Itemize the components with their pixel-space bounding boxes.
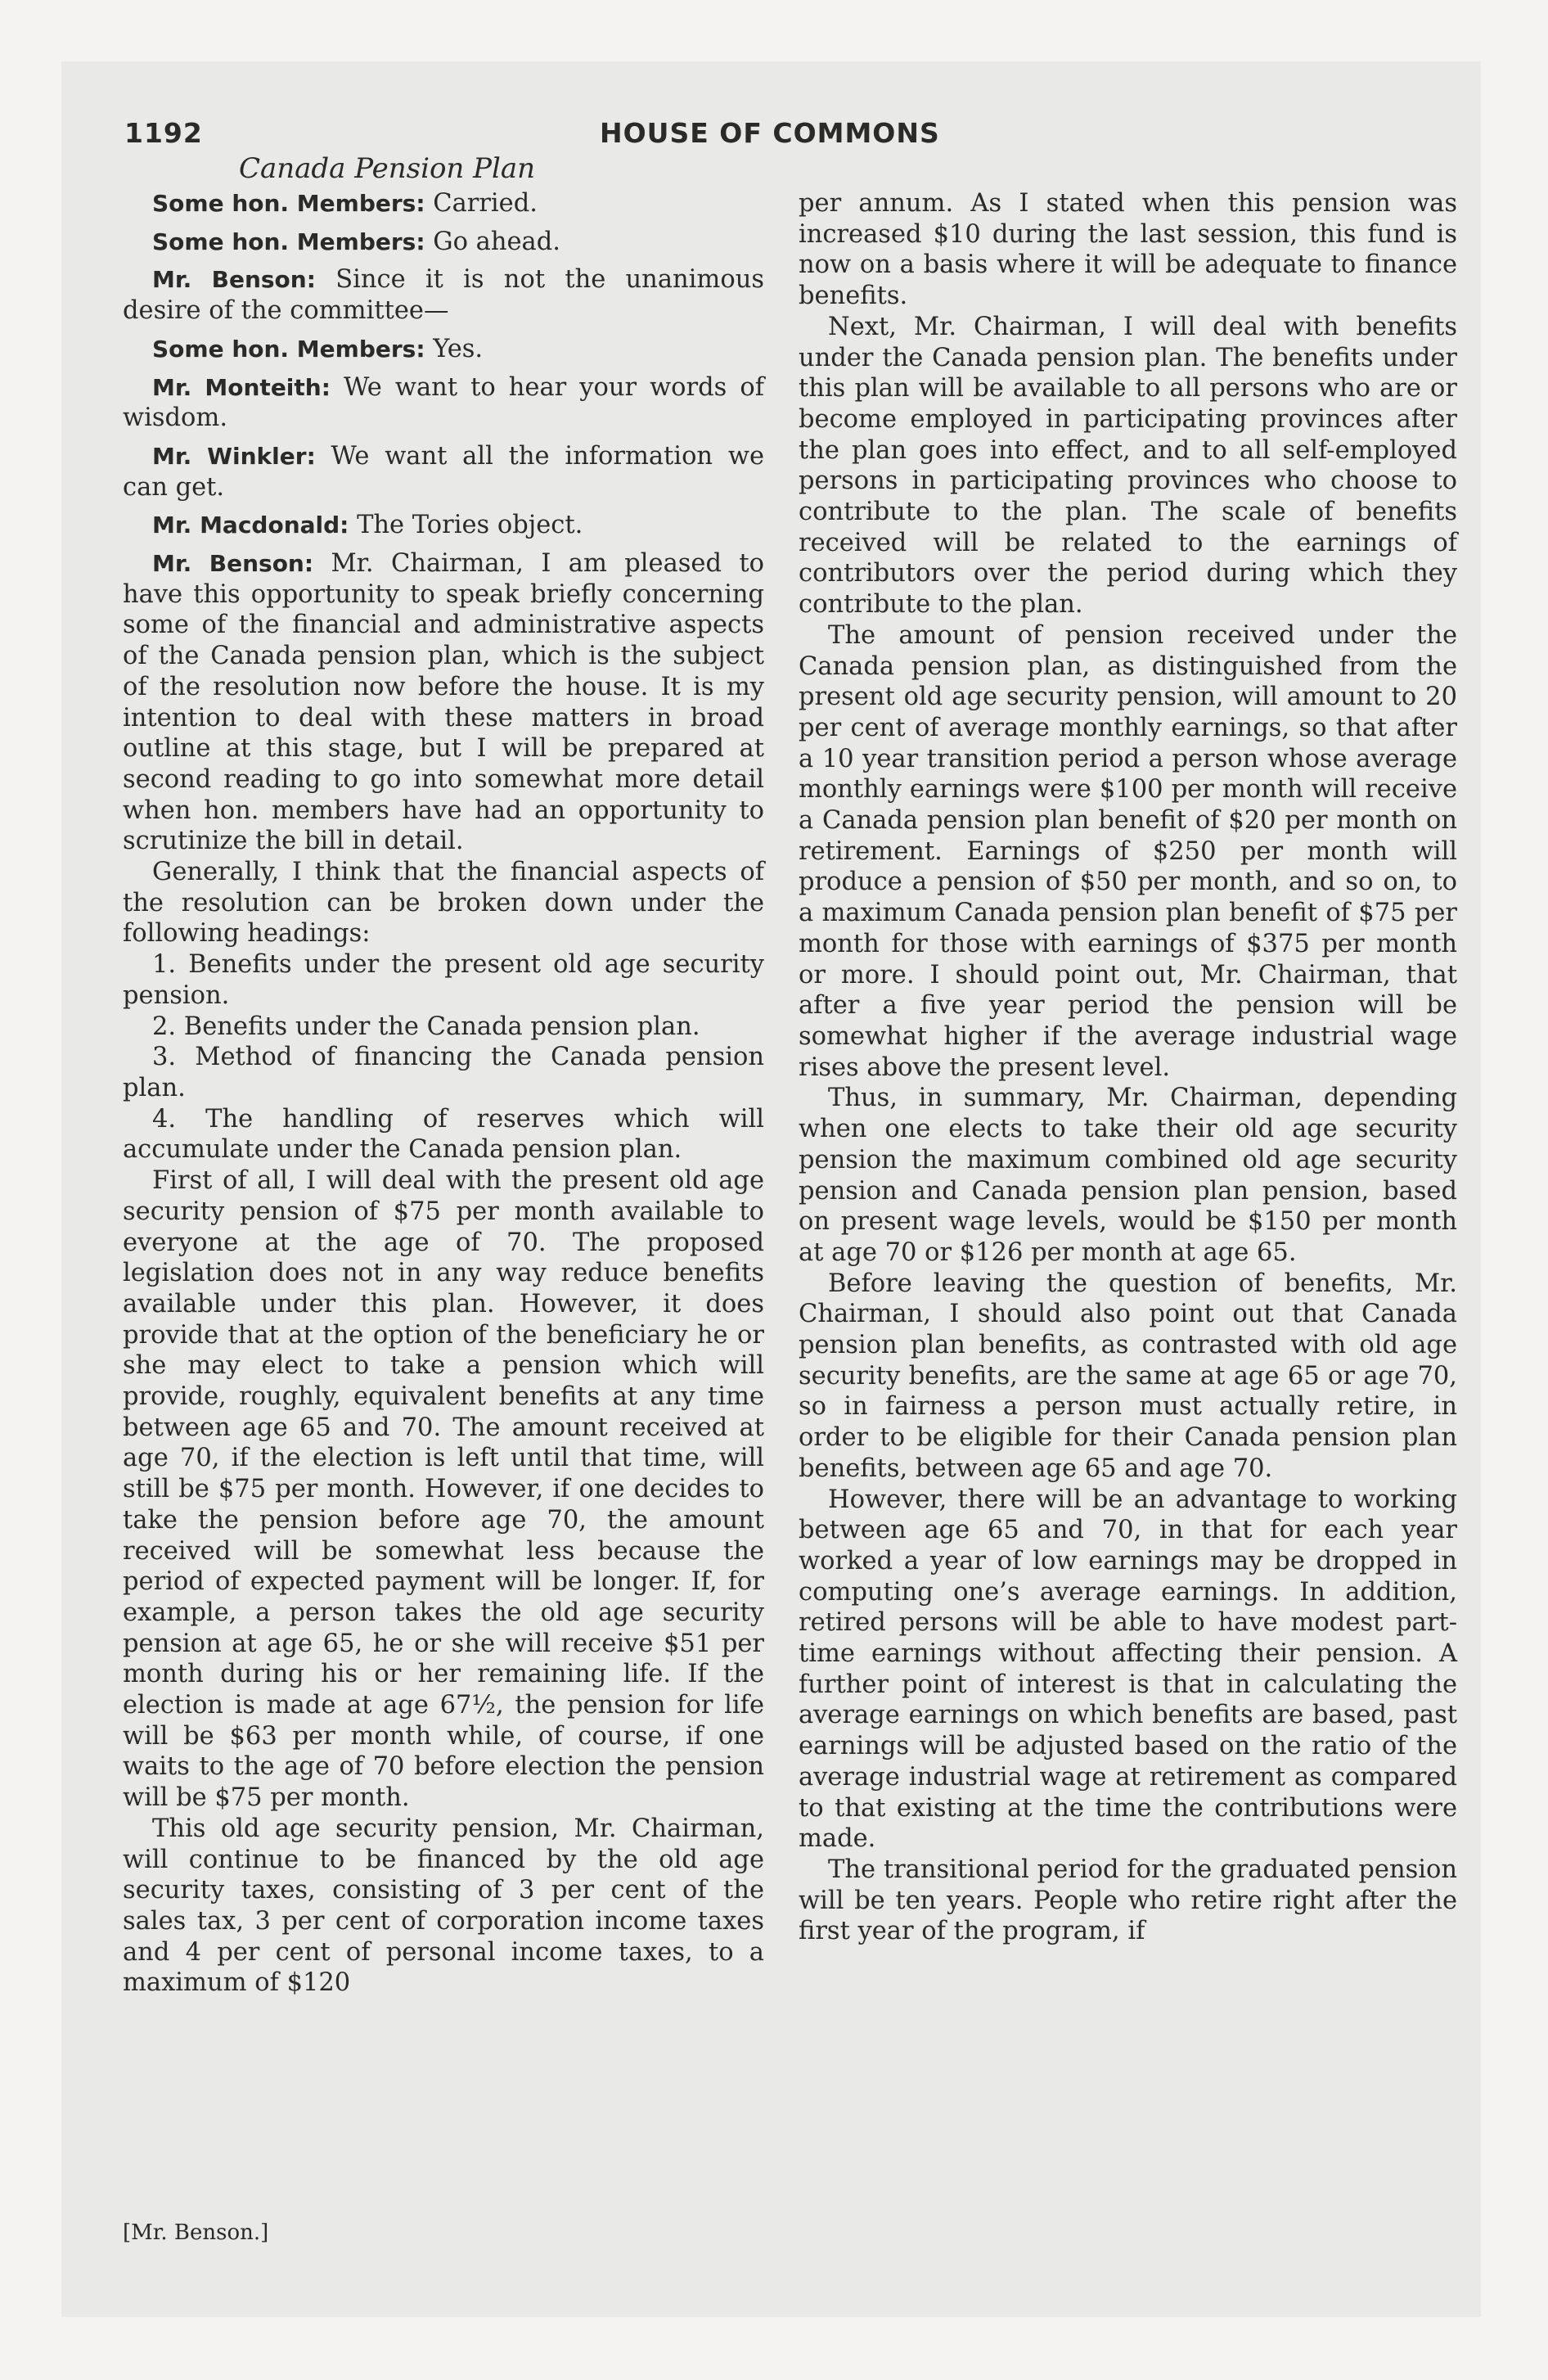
paragraph: Thus, in summary, Mr. Chairman, depending when one elects to take their old age security pension the maximum combined old age security pension and Canada pension plan pension, based on present wage levels, would be $150 per month at age 70 or $126 per month at age 65. (799, 1084, 1457, 1267)
speech-text: Go ahead. (425, 227, 560, 256)
paragraph (123, 510, 764, 541)
paragraph: Before leaving the question of benefits, Mr. Chairman, I should also point out that Canada pension plan benefits, as contrasted with old age security benefits, are the same at age 65 or age 70, so in fairness a person must actually retire, in order to be eligible for their Canada pension plan benefits, between age 65 and age 70. (799, 1269, 1457, 1483)
paragraph (123, 441, 764, 503)
list-item: 3. Method of financing the Canada pension plan. (123, 1043, 764, 1102)
speech-text: We want to hear your words of wisdom. (123, 372, 764, 433)
paragraph: However, there will be an advantage to working between age 65 and 70, in that for each year worked a year of low earnings may be dropped in computing one’s average earnings. In addition, retired persons will be able to have modest part-time earnings without affecting their pension. A further point of interest is that in calculating the average earnings on which benefits are based, past earnings will be adjusted based on the ratio of the average industrial wage at retirement as compared to that existing at the time the contributions were made. (799, 1485, 1457, 1854)
paragraph (123, 372, 764, 434)
speaker: Mr. Monteith: (152, 373, 331, 401)
list-item: 2. Benefits under the Canada pension plan. (152, 1012, 700, 1041)
speaker: Mr. Benson: (152, 550, 314, 578)
speech-text: Since it is not the unanimous desire of the committee— (123, 265, 764, 326)
speaker: Some hon. Members: (152, 190, 425, 217)
speaker: Some hon. Members: (152, 335, 425, 363)
speech-text: Mr. Chairman, I am pleased to have this opportunity to speak briefly concerning some of the financial and administrative aspects of the Canada pension plan, which is the subject of the resolution now before the house. It is my intention to deal with these matters in broad outline at this stage, but I will be prepared at second reading to go into somewhat more detail when hon. members have had an opportunity to scrutinize the bill in detail. (123, 549, 764, 856)
paragraph: The amount of pension received under the Canada pension plan, as distinguished from the present old age security pension, will amount to 20 per cent of average monthly earnings, so that after a 10 year transition period a person whose average monthly earnings were $100 per month will receive a Canada pension plan benefit of $20 per month on retirement. Earnings of $250 per month will produce a pension of $50 per month, and so on, to a maximum Canada pension plan benefit of $75 per month for those with earnings of $375 per month or more. I should point out, Mr. Chairman, that after a five year period the pension will be somewhat higher if the average industrial wage rises above the present level. (799, 620, 1457, 1082)
speaker: Mr. Benson: (152, 266, 316, 294)
speech-text: We want all the information we can get. (123, 441, 764, 502)
paragraph (123, 264, 764, 326)
paragraph: per annum. As I stated when this pension was increased $10 during the last session, this fund is now on a basis where it will be adequate to finance benefits. (799, 189, 1457, 311)
paragraph (123, 227, 764, 258)
left-column (123, 188, 764, 1999)
section-subhead: Canada Pension Plan (238, 152, 536, 185)
speech-text: The Tories object. (349, 511, 583, 540)
paragraph (123, 548, 764, 857)
speech-text: Carried. (425, 189, 538, 218)
page-number: 1192 (124, 117, 203, 149)
paragraph: Next, Mr. Chairman, I will deal with benefits under the Canada pension plan. The benefits under this plan will be available to all persons who are or become employed in participating provinces after the plan goes into effect, and to all self-employed persons in participating provinces who choose to contribute to the plan. The scale of benefits received will be related to the earnings of contributors over the period during which they contribute to the plan. (799, 312, 1457, 620)
paragraph: Generally, I think that the financial aspects of the resolution can be broken down under the following headings: (123, 858, 764, 949)
paragraph (123, 334, 764, 365)
speaker: Some hon. Members: (152, 228, 425, 255)
paragraph: The transitional period for the graduated pension will be ten years. People who retire right after the first year of the program, if (799, 1855, 1457, 1946)
speech-text: Yes. (425, 334, 484, 363)
speaker-footnote: [Mr. Benson.] (123, 2220, 269, 2245)
list-item: 1. Benefits under the present old age security pension. (123, 950, 764, 1010)
running-head: HOUSE OF COMMONS (600, 117, 940, 149)
paragraph: This old age security pension, Mr. Chairman, will continue to be financed by the old age security taxes, consisting of 3 per cent of the sales tax, 3 per cent of corporation income taxes and 4 per cent of personal income taxes, to a maximum of $120 (123, 1814, 764, 1998)
list-item: 4. The handling of reserves which will accumulate under the Canada pension plan. (123, 1104, 764, 1165)
paragraph (123, 188, 764, 219)
speaker: Mr. Winkler: (152, 442, 316, 470)
speaker: Mr. Macdonald: (152, 512, 349, 539)
paragraph: First of all, I will deal with the present old age security pension of $75 per month available to everyone at the age of 70. The proposed legislation does not in any way reduce benefits available under this plan. However, it does provide that at the option of the beneficiary he or she may elect to take a pension which will provide, roughly, equivalent benefits at any time between age 65 and 70. The amount received at age 70, if the election is left until that time, will still be $75 per month. However, if one decides to take the pension before age 70, the amount received will be somewhat less because the period of expected payment will be longer. If, for example, a person takes the old age security pension at age 65, he or she will receive $51 per month during his or her remaining life. If the election is made at age 67½, the pension for life will be $63 per month while, of course, if one waits to the age of 70 before election the pension will be $75 per month. (123, 1166, 764, 1813)
right-column (799, 188, 1457, 1947)
